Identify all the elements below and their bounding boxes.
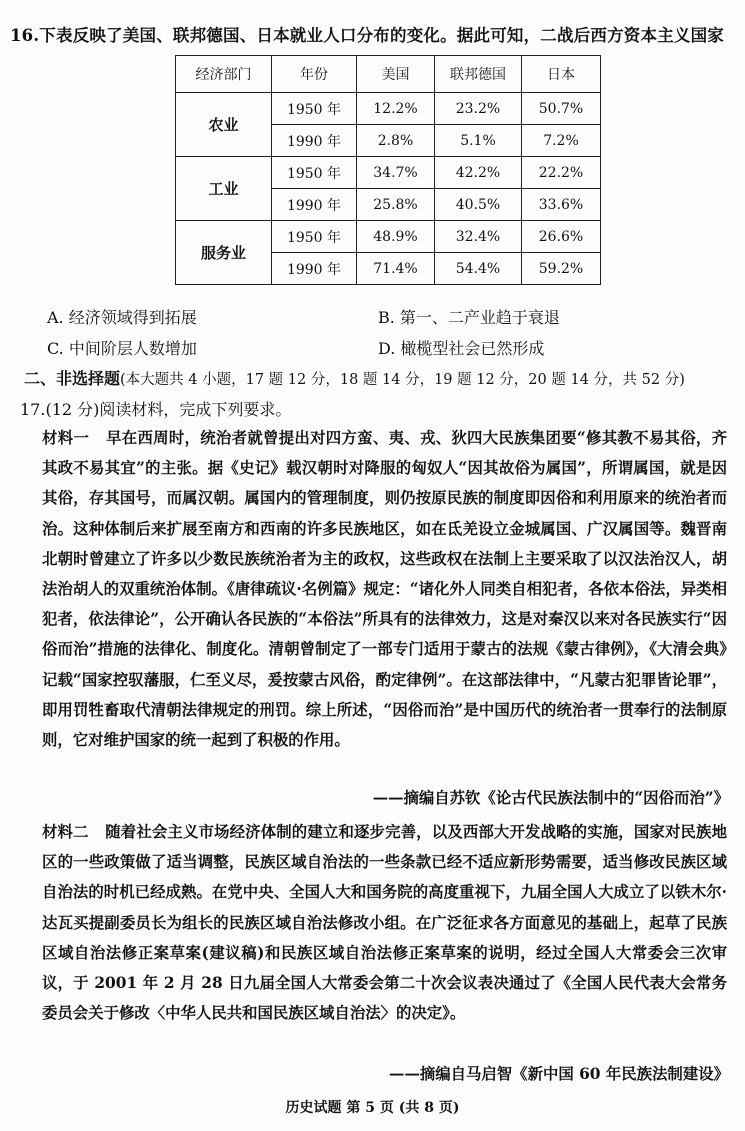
- table-header-row: [176, 56, 601, 93]
- page-footer: 历史试题 第 5 页 (共 8 页): [285, 1100, 460, 1116]
- header-sector: 经济部门: [176, 56, 272, 93]
- value-cell: 5.1%: [435, 125, 522, 157]
- material-2-text: 随着社会主义市场经济体制的建立和逐步完善，以及西部大开发战略的实施，国家对民族地区的一些政策做了适当调整，民族区域自治法的一些条款已经不适应新形势需要，适当修改民族区域自治法的时机已经成熟。在党中央、全国人大和国务院的高度重视下，九届全国人大成立了以铁木尔·达瓦买提副委员长为组长的民族区域自治法修改小组。在广泛征求各方面意见的基础上，起草了民族区域自治法修正案草案(建议稿)和民族区域自治法修正案草案的说明，经过全国人大常委会三次审议，于 2001 年 2 月 28 日九届全国人大常委会第二十次会议表决通过了《全国人民代表大会常务委员会关于修改〈中华人民共和国民族区域自治法〉的决定》。: [42, 823, 727, 1023]
- value-cell: 71.4%: [357, 253, 435, 285]
- section-2-subtitle: (本大题共 4 小题，17 题 12 分，18 题 14 分，19 题 12 分，20 题 14 分，共 52 分): [120, 372, 685, 388]
- table-row: [176, 157, 601, 189]
- option-b: B. 第一、二产业趋于衰退: [378, 308, 560, 327]
- material-2-tag: 材料二: [42, 823, 89, 841]
- value-cell: 34.7%: [357, 157, 435, 189]
- material-2: [42, 817, 727, 1028]
- table-row: [176, 93, 601, 125]
- option-a: A. 经济领域得到拓展: [47, 308, 197, 327]
- header-year: 年份: [272, 56, 357, 93]
- question-16-stem: 16.下表反映了美国、联邦德国、日本就业人口分布的变化。据此可知，二战后西方资本主义国家: [10, 26, 725, 45]
- value-cell: 33.6%: [522, 189, 601, 221]
- value-cell: 2.8%: [357, 125, 435, 157]
- sector-cell: 农业: [176, 93, 272, 157]
- value-cell: 54.4%: [435, 253, 522, 285]
- year-cell: 1990 年: [272, 253, 357, 285]
- value-cell: 48.9%: [357, 221, 435, 253]
- sector-cell: 服务业: [176, 221, 272, 285]
- material-2-source: ——摘编自马启智《新中国 60 年民族法制建设》: [389, 1065, 729, 1083]
- value-cell: 12.2%: [357, 93, 435, 125]
- value-cell: 26.6%: [522, 221, 601, 253]
- value-cell: 50.7%: [522, 93, 601, 125]
- value-cell: 32.4%: [435, 221, 522, 253]
- value-cell: 40.5%: [435, 189, 522, 221]
- sector-cell: 工业: [176, 157, 272, 221]
- employment-table: [175, 55, 601, 285]
- option-c: C. 中间阶层人数增加: [47, 339, 197, 358]
- year-cell: 1950 年: [272, 221, 357, 253]
- option-d: D. 橄榄型社会已然形成: [378, 339, 545, 358]
- header-jp: 日本: [522, 56, 601, 93]
- value-cell: 25.8%: [357, 189, 435, 221]
- value-cell: 7.2%: [522, 125, 601, 157]
- material-1-tag: 材料一: [42, 429, 90, 447]
- material-1: [42, 423, 727, 755]
- value-cell: 22.2%: [522, 157, 601, 189]
- table-row: [176, 221, 601, 253]
- year-cell: 1950 年: [272, 93, 357, 125]
- header-us: 美国: [357, 56, 435, 93]
- section-2-heading: [24, 366, 685, 389]
- header-de: 联邦德国: [435, 56, 522, 93]
- year-cell: 1990 年: [272, 189, 357, 221]
- question-17-stem: 17.(12 分)阅读材料，完成下列要求。: [20, 400, 292, 419]
- value-cell: 59.2%: [522, 253, 601, 285]
- year-cell: 1990 年: [272, 125, 357, 157]
- material-1-source: ——摘编自苏钦《论古代民族法制中的“因俗而治”》: [372, 789, 729, 807]
- value-cell: 23.2%: [435, 93, 522, 125]
- material-1-text: 早在西周时，统治者就曾提出对四方蛮、夷、戎、狄四大民族集团要“修其教不易其俗，齐其政不易其宜”的主张。据《史记》载汉朝时对降服的匈奴人“因其故俗为属国”，所谓属国，就是因其俗，存其国号，而属汉朝。属国内的管理制度，则仍按原民族的制度即因俗和利用原来的统治者而治。这种体制后来扩展至南方和西南的许多民族地区，如在氐羌设立金城属国、广汉属国等。魏晋南北朝时曾建立了许多以少数民族统治者为主的政权，这些政权在法制上主要采取了以汉法治汉人，胡法治胡人的双重统治体制。《唐律疏议·名例篇》规定：“诸化外人同类自相犯者，各依本俗法，异类相犯者，依法律论”，公开确认各民族的“本俗法”所具有的法律效力，这是对秦汉以来对各民族实行“因俗而治”措施的法律化、制度化。清朝曾制定了一部专门适用于蒙古的法规《蒙古律例》，《大清会典》记载“国家控驭藩服，仁至义尽，爰按蒙古风俗，酌定律例”。在这部法律中，“凡蒙古犯罪皆论罪”，即用罚牲畜取代清朝法律规定的刑罚。综上所述，“因俗而治”是中国历代的统治者一贯奉行的法制原则，它对维护国家的统一起到了积极的作用。: [42, 429, 727, 750]
- year-cell: 1950 年: [272, 157, 357, 189]
- section-2-title: 二、非选择题: [24, 369, 121, 388]
- value-cell: 42.2%: [435, 157, 522, 189]
